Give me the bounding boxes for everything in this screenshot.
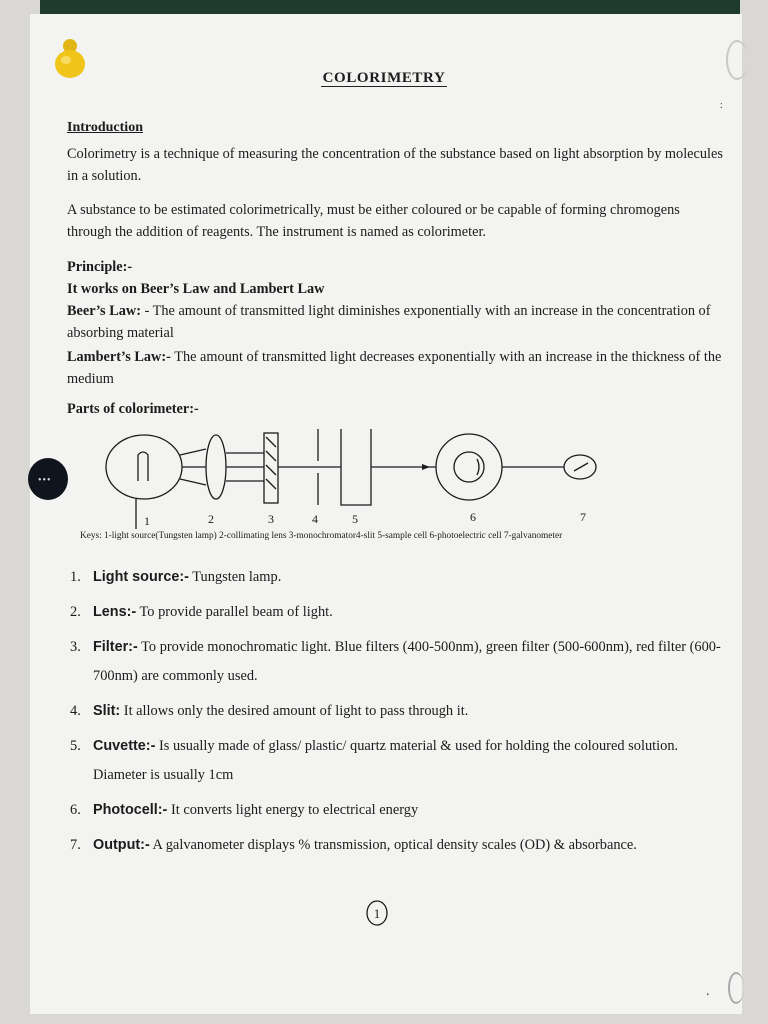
principle-laws-line: It works on Beer’s Law and Lambert Law [67, 281, 325, 297]
colorimeter-diagram [96, 425, 636, 537]
diagram-label: 6 [470, 510, 476, 524]
diagram-label: 7 [580, 510, 586, 524]
diagram-label: 5 [352, 512, 358, 526]
diagram-label: 1 [144, 514, 150, 528]
intro-paragraph-1: Colorimetry is a technique of measuring the concentration of the substance based on light absorption by molecules in a solution. [67, 146, 723, 184]
list-item: 2. Lens:- To provide parallel beam of light. [70, 604, 333, 620]
svg-text:1: 1 [373, 906, 381, 921]
page-title: COLORIMETRY [322, 70, 446, 86]
light-source [106, 435, 182, 499]
diagram-label: 2 [208, 512, 214, 526]
parts-list [70, 563, 730, 866]
photoelectric-cell [436, 434, 502, 500]
list-item: 7. Output:- A galvanometer displays % transmission, optical density scales (OD) & absorbance. [70, 837, 637, 853]
collimating-lens [206, 435, 226, 499]
parts-heading: Parts of colorimeter:- [67, 401, 199, 417]
beers-law: Beer’s Law: - The amount of transmitted light diminishes exponentially with an increase in the concentration of absorbing material [67, 303, 711, 341]
intro-section [67, 117, 727, 139]
lamberts-law: Lambert’s Law:- The amount of transmitted light decreases exponentially with an increase in the thickness of the medium [67, 349, 722, 387]
diagram-label: 4 [312, 512, 318, 526]
principle-heading: Principle:- [67, 259, 133, 275]
list-item: 3. Filter:- To provide monochromatic light. Blue filters (400-500nm), green filter (500-600nm), red filter (600-700nm) are commonly used. [70, 639, 721, 684]
diagram-label: 3 [268, 512, 274, 526]
page-number [364, 898, 390, 928]
list-item: 4. Slit: It allows only the desired amount of light to pass through it. [70, 703, 469, 719]
list-item: 5. Cuvette:- Is usually made of glass/ plastic/ quartz material & used for holding the coloured solution. Diameter is usually 1cm [70, 738, 679, 783]
principle-section [67, 256, 727, 390]
diagram-keys: Keys: 1-light source(Tungsten lamp) 2-collimating lens 3-monochromator4-slit 5-sample cell 6-photoelectric cell 7-galvanometer [80, 531, 563, 541]
list-item: 6. Photocell:- It converts light energy to electrical energy [70, 802, 419, 818]
paper-fold-shadow [728, 972, 744, 1004]
sample-cell [341, 429, 371, 505]
intro-heading: Introduction [67, 120, 143, 135]
monochromator [264, 433, 278, 503]
list-item: 1. Light source:- Tungsten lamp. [70, 569, 282, 585]
intro-paragraph-2: A substance to be estimated colorimetrically, must be either coloured or be capable of forming chromogens through the addition of reagents. The instrument is named as colorimeter. [67, 202, 680, 240]
